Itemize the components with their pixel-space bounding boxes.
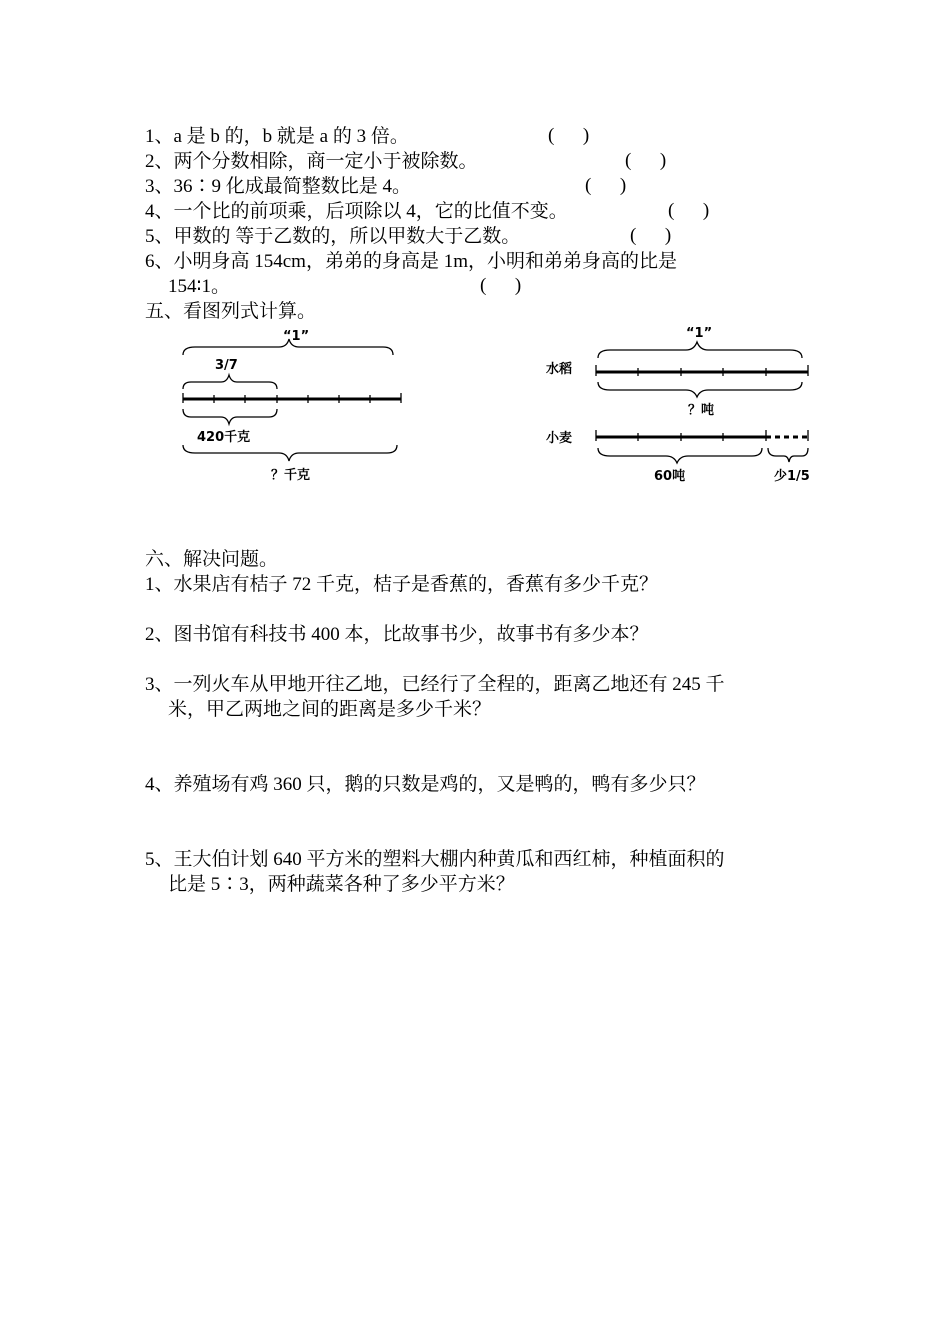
fig1-whole-brace — [183, 339, 393, 355]
fig2-rice-label: 水稻 — [546, 362, 573, 377]
problem-5-line-2: 比是 5∶3，两种蔬菜各种了多少平方米？ — [168, 874, 515, 895]
figure-2-diagram — [540, 320, 830, 490]
fig1-part-brace — [183, 375, 277, 389]
judge-item-1: 1、a 是 b 的，b 就是 a 的 3 倍。 — [145, 126, 409, 147]
judge-paren-4[interactable]: ( ) — [668, 200, 710, 221]
problem-5-line-1: 5、王大伯计划 640 平方米的塑料大棚内种黄瓜和西红柿，种植面积的 — [145, 849, 725, 870]
fig1-question-brace — [183, 445, 397, 461]
problem-2: 2、图书馆有科技书 400 本，比故事书少，故事书有多少本？ — [145, 624, 649, 645]
figure-1-diagram — [175, 325, 415, 485]
fig2-less-label: 少1/5 — [774, 469, 810, 484]
section-5-title: 五、看图列式计算。 — [145, 301, 317, 322]
judge-item-4: 4、一个比的前项乘，后项除以 4，它的比值不变。 — [145, 201, 568, 222]
judge-item-2: 2、两个分数相除，商一定小于被除数。 — [145, 151, 478, 172]
fig2-whole-brace — [598, 342, 802, 358]
judge-paren-3[interactable]: ( ) — [585, 175, 627, 196]
judge-paren-1[interactable]: ( ) — [548, 125, 590, 146]
problem-1: 1、水果店有桔子 72 千克，桔子是香蕉的，香蕉有多少千克？ — [145, 574, 659, 595]
fig1-fraction-label: 3/7 — [215, 358, 238, 373]
fig1-known-brace — [183, 409, 277, 424]
judge-paren-2[interactable]: ( ) — [625, 150, 667, 171]
fig1-question-label: ？千克 — [271, 468, 311, 483]
fig2-rice-question-brace — [598, 382, 802, 397]
judge-item-6-cont: 154∶1。 — [168, 276, 230, 297]
problem-3-line-2: 米，甲乙两地之间的距离是多少千米？ — [168, 699, 492, 720]
fig2-wheat-label: 小麦 — [546, 431, 573, 446]
fig1-known-label: 420千克 — [197, 430, 251, 445]
fig2-wheat-brace — [598, 448, 762, 463]
section-6-title: 六、解决问题。 — [145, 549, 279, 570]
judge-item-5: 5、甲数的 等于乙数的，所以甲数大于乙数。 — [145, 226, 521, 247]
judge-paren-6[interactable]: ( ) — [480, 275, 522, 296]
judge-paren-5[interactable]: ( ) — [630, 225, 672, 246]
fig1-one-label: “1” — [283, 329, 310, 344]
problem-4: 4、养殖场有鸡 360 只，鹅的只数是鸡的，又是鸭的，鸭有多少只？ — [145, 774, 706, 795]
fig2-less-brace — [768, 448, 808, 462]
judge-item-6: 6、小明身高 154cm，弟弟的身高是 1m，小明和弟弟身高的比是 — [145, 251, 677, 272]
fig2-one-label: “1” — [686, 326, 713, 341]
fig2-rice-question-label: ？吨 — [688, 403, 715, 418]
fig2-wheat-value-label: 60吨 — [654, 469, 686, 484]
problem-3-line-1: 3、一列火车从甲地开往乙地，已经行了全程的，距离乙地还有 245 千 — [145, 674, 725, 695]
judge-item-3: 3、36∶9 化成最简整数比是 4。 — [145, 176, 412, 197]
